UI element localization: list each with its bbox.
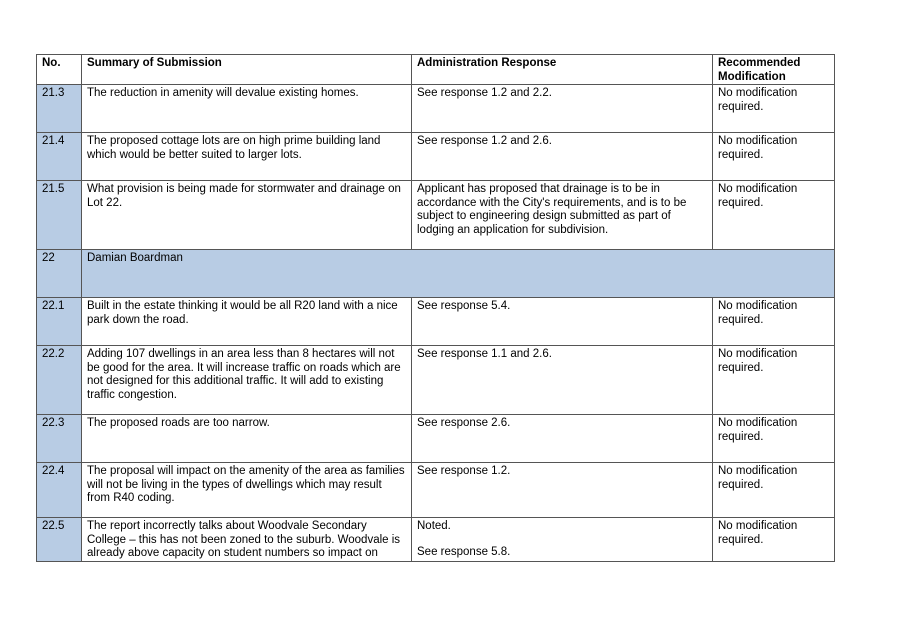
row-modification: No modification required. [713, 85, 835, 133]
row-number: 21.4 [37, 133, 82, 181]
row-response: Applicant has proposed that drainage is to be in accordance with the City's requirements, and is to be subject to engineering design submitted as part of lodging an application for subdivision. [412, 181, 713, 250]
table-row [37, 298, 835, 346]
row-summary: Built in the estate thinking it would be all R20 land with a nice park down the road. [82, 298, 412, 346]
row-modification: No modification required. [713, 346, 835, 415]
row-summary: The reduction in amenity will devalue existing homes. [82, 85, 412, 133]
submissions-table [36, 54, 835, 562]
row-number: 22.5 [37, 518, 82, 562]
row-modification: No modification required. [713, 518, 835, 562]
row-summary: The proposed roads are too narrow. [82, 415, 412, 463]
header-modification: Recommended Modification [713, 55, 835, 85]
table-row [37, 133, 835, 181]
spacer [417, 534, 707, 546]
row-summary: What provision is being made for stormwater and drainage on Lot 22. [82, 181, 412, 250]
row-modification: No modification required. [713, 133, 835, 181]
row-number: 22.2 [37, 346, 82, 415]
header-no: No. [37, 55, 82, 85]
row-summary: Adding 107 dwellings in an area less than 8 hectares will not be good for the area. It will increase traffic on roads which are not designed for this additional traffic. It will add to existing traffic congestion. [82, 346, 412, 415]
submitter-row [37, 250, 835, 298]
row-summary: The proposed cottage lots are on high prime building land which would be better suited to larger lots. [82, 133, 412, 181]
row-number: 22.1 [37, 298, 82, 346]
row-response-note: Noted. [417, 520, 451, 532]
row-modification: No modification required. [713, 463, 835, 518]
row-response: See response 1.1 and 2.6. [412, 346, 713, 415]
table-header-row [37, 55, 835, 85]
table-row [37, 181, 835, 250]
submitter-number: 22 [37, 250, 82, 298]
table-row [37, 518, 835, 562]
table-row [37, 346, 835, 415]
row-modification: No modification required. [713, 415, 835, 463]
row-number: 21.5 [37, 181, 82, 250]
row-response: See response 1.2. [412, 463, 713, 518]
table-row [37, 463, 835, 518]
row-number: 22.3 [37, 415, 82, 463]
row-response-reference: See response 5.8. [417, 545, 511, 558]
row-summary: The proposal will impact on the amenity of the area as families will not be living in the types of dwellings which may result from R40 coding. [82, 463, 412, 518]
table-row [37, 85, 835, 133]
header-summary: Summary of Submission [82, 55, 412, 85]
row-modification: No modification required. [713, 298, 835, 346]
submitter-name: Damian Boardman [82, 250, 835, 298]
row-response: See response 1.2 and 2.6. [412, 133, 713, 181]
row-number: 21.3 [37, 85, 82, 133]
row-response [412, 518, 713, 562]
row-response: See response 5.4. [412, 298, 713, 346]
row-summary: The report incorrectly talks about Woodvale Secondary College – this has not been zoned to the suburb. Woodvale is already above capacity on student numbers so impact on [82, 518, 412, 562]
row-modification: No modification required. [713, 181, 835, 250]
row-response: See response 1.2 and 2.2. [412, 85, 713, 133]
header-response: Administration Response [412, 55, 713, 85]
row-response: See response 2.6. [412, 415, 713, 463]
row-number: 22.4 [37, 463, 82, 518]
table-row [37, 415, 835, 463]
